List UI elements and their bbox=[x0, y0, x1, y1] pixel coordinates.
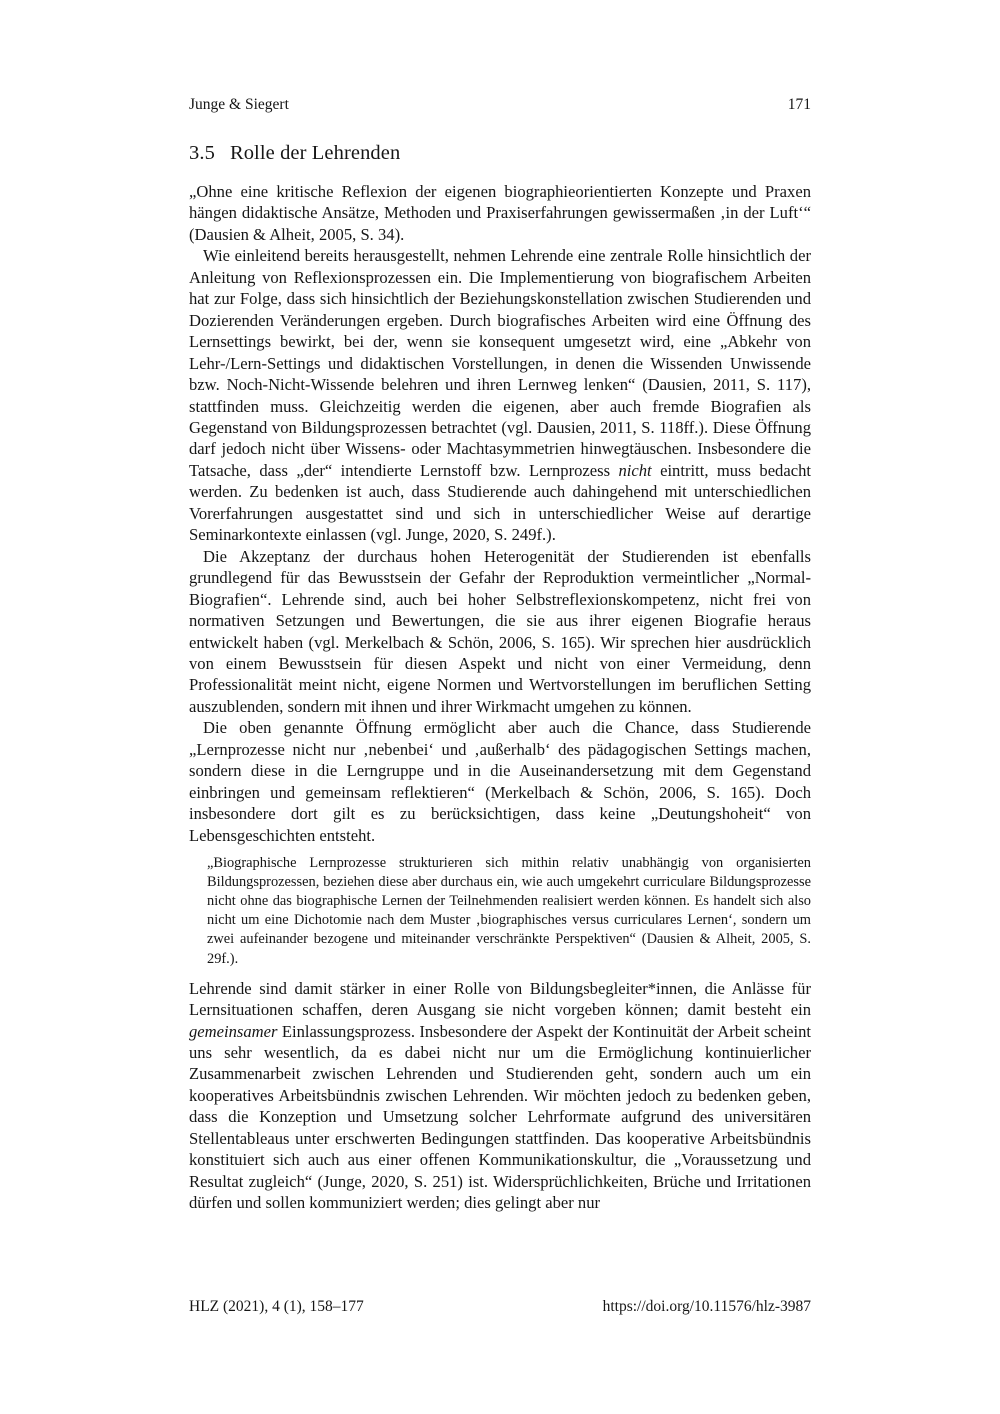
section-number: 3.5 bbox=[189, 142, 215, 164]
block-quote-dausien-alheit: „Biographische Lernprozesse strukturieren sich mithin relativ unabhängig von organisierten Bildungsprozessen, beziehen diese aber durchaus ein, wie auch umgekehrt curriculare Bildungsprozesse nicht ohne das biographische Lernen der Teilnehmenden realisiert werden können. Es handelt sich also nicht um eine Dichotomie nach dem Muster ‚biographisches versus curriculares Lernen‘, sondern um zwei aufeinander bezogene und miteinander verschränkte Perspektiven“ (Dausien & Alheit, 2005, S. 29f.). bbox=[207, 855, 811, 967]
section-title: Rolle der Lehrenden bbox=[229, 142, 401, 164]
paragraph-role-of-teachers: Wie einleitend bereits herausgestellt, nehmen Lehrende eine zentrale Rolle hinsichtlich der Anleitung von Reflexionsprozessen ein. Die Implementierung von biografischem Arbeiten hat zur Folge, dass sich hinsichtlich der Beziehungskonstellation zwischen Studierenden und Dozierenden Veränderungen ergeben. Durch biografisches Arbeiten wird eine Öffnung des Lernsettings bewirkt, bei der, wenn sie konsequent umgesetzt wird, eine „Abkehr von Lehr-/Lern-Settings und didaktischen Vorstellungen, in denen die Wissenden Unwissende bzw. Noch-Nicht-Wissende belehren und ihren Lernweg lenken“ (Dausien, 2011, S. 117), stattfinden muss. Gleichzeitig werden die eigenen, aber auch fremde Biografien als Gegenstand von Bildungsprozessen betrachtet (vgl. Dausien, 2011, S. 118ff.). Diese Öffnung darf jedoch nicht über Wissens- oder Machtasymmetrien hinwegtäuschen. Insbesondere die Tatsache, dass „der“ intendierte Lernstoff bzw. Lernprozess nicht eintritt, muss bedacht werden. Zu bedenken ist auch, dass Studierende auch dahingehend mit unterschiedlichen Vorerfahrungen ausgestattet sind und sich in unterschiedlicher Weise auf derartige Seminarkontexte einlassen (vgl. Junge, 2020, S. 249f.). bbox=[189, 246, 811, 545]
page-content bbox=[189, 142, 811, 1214]
page-footer bbox=[189, 1297, 811, 1316]
section-heading bbox=[189, 142, 811, 165]
paragraph-opening-quote: „Ohne eine kritische Reflexion der eigenen biographieorientierten Konzepte und Praxen hängen didaktische Ansätze, Methoden und Praxiserfahrungen gewissermaßen ‚in der Luft‘“ (Dausien & Alheit, 2005, S. 34). bbox=[189, 182, 811, 244]
running-head-authors: Junge & Siegert bbox=[189, 96, 289, 113]
paragraph-bildungsbegleiter: Lehrende sind damit stärker in einer Rolle von Bildungsbegleiter*innen, die Anlässe für Lernsituationen schaffen, deren Ausgang sie nicht vorgeben können; damit besteht ein gemeinsamer Einlassungsprozess. Insbesondere der Aspekt der Kontinuität der Arbeit scheint uns sehr wesentlich, da es dabei nicht nur um die Ermöglichung kontinuierlicher Zusammenarbeit zwischen Lehrenden und Studierenden geht, sondern auch um ein kooperatives Arbeitsbündnis zwischen Lehrenden. Wir möchten jedoch zu bedenken geben, dass die Konzeption und Umsetzung solcher Lehrformate aufgrund des universitären Stellentableaus unter erschwerten Bedingungen stattfinden. Das kooperative Arbeitsbündnis konstituiert sich auch aus einer offenen Kommunikationskultur, die „Voraussetzung und Resultat zugleich“ (Junge, 2020, S. 251) ist. Widersprüchlichkeiten, Brüche und Irritationen dürfen und sollen kommuniziert werden; dies gelingt aber nur bbox=[189, 978, 811, 1213]
page-number: 171 bbox=[787, 96, 811, 113]
paragraph-heterogeneity: Die Akzeptanz der durchaus hohen Heterogenität der Studierenden ist ebenfalls grundlegend für das Bewusstsein der Gefahr der Reproduktion vermeintlicher „Normal-Biografien“. Lehrende sind, auch bei hoher Selbstreflexionskompetenz, nicht frei von normativen Setzungen und Bewertungen, die sie aus ihrer eigenen Biografie heraus entwickelt haben (vgl. Merkelbach & Schön, 2006, S. 165). Wir sprechen hier ausdrücklich von einem Bewusstsein für diesen Aspekt und nicht von einer Vermeidung, denn Professionalität meint nicht, eigene Normen und Wertvorstellungen im beruflichen Setting auszublenden, sondern mit ihnen und ihrer Wirkmacht umgehen zu können. bbox=[189, 546, 811, 716]
footer-citation: HLZ (2021), 4 (1), 158–177 bbox=[189, 1298, 364, 1315]
footer-doi-link[interactable]: https://doi.org/10.11576/hlz-3987 bbox=[602, 1298, 811, 1315]
paragraph-opening-chance: Die oben genannte Öffnung ermöglicht aber auch die Chance, dass Studierende „Lernprozesse nicht nur ‚nebenbei‘ und ‚außerhalb‘ des pädagogischen Settings machen, sondern diese in die Lerngruppe und in die Auseinandersetzung mit dem Gegenstand einbringen und gemeinsam reflektieren“ (Merkelbach & Schön, 2006, S. 165). Doch insbesondere dort gilt es zu berücksichtigen, dass keine „Deutungshoheit“ von Lebensgeschichten entsteht. bbox=[189, 718, 811, 845]
running-head bbox=[189, 95, 811, 114]
